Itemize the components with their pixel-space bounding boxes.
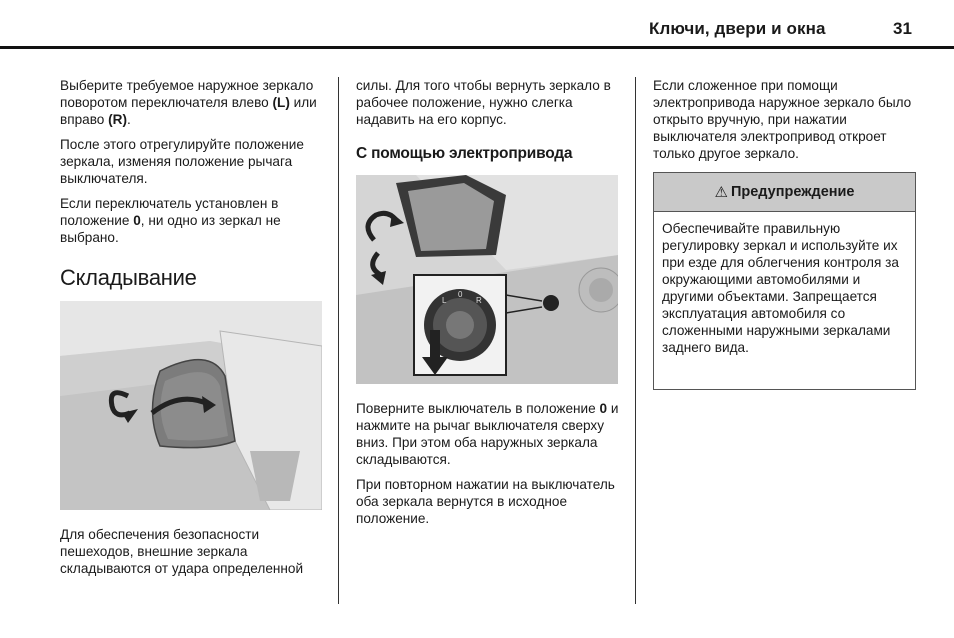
section-title-folding: Складывание	[60, 265, 197, 290]
switch-label-l: L	[442, 296, 447, 305]
switch-label-zero: 0	[458, 290, 463, 299]
warning-header	[654, 173, 915, 212]
page-header-title: Ключи, двери и окна	[649, 19, 826, 38]
switch-label-r: R	[476, 296, 482, 305]
paragraph-zero-position: Если переключатель установлен в положение 0, ни одно из зеркал не выбрано.	[60, 196, 281, 245]
warning-title: Предупреждение	[730, 184, 855, 200]
column-2	[356, 77, 621, 136]
figure-mirror-folding	[60, 301, 322, 510]
subsection-title-electric: С помощью электропривода	[356, 145, 573, 162]
column-divider-2	[635, 77, 636, 604]
page-number: 31	[893, 19, 912, 38]
paragraph-unfold-instructions: При повторном нажатии на выключатель оба зеркала вернутся в исходное положение.	[356, 477, 615, 526]
warning-triangle-icon: ⚠	[714, 184, 728, 201]
paragraph-pedestrian-safety: Для обеспечения безопасности пешеходов, внешние зеркала складываются от удара определенной	[60, 527, 304, 576]
paragraph-fold-instructions: Поверните выключатель в положение 0 и нажмите на рычаг выключателя сверху вниз. При этом оба наружных зеркала складываются.	[356, 401, 619, 467]
column-2-bottom	[356, 400, 621, 535]
column-1	[60, 77, 330, 254]
paragraph-select-mirror: Выберите требуемое наружное зеркало поворотом переключателя влево (L) или вправо (R).	[60, 78, 317, 127]
paragraph-adjust-mirror: После этого отрегулируйте положение зеркала, изменяя положение рычага выключателя.	[60, 137, 304, 186]
column-3	[653, 77, 915, 170]
warning-text: Обеспечивайте правильную регулировку зеркал и используйте их при езде для облегчения контроля за окружающими автомобилями и другими объектами. Запрещается эксплуатация автомобиля со сложенными наружными зеркалами заднего вида.	[662, 221, 899, 355]
header-divider	[0, 46, 954, 49]
figure-mirror-switch	[356, 175, 618, 384]
paragraph-manual-open: Если сложенное при помощи электропривода наружное зеркало было открыто вручную, при нажатии выключателя электропривод откроет только другое зеркало.	[653, 78, 912, 161]
warning-box	[653, 172, 916, 390]
column-divider-1	[338, 77, 339, 604]
paragraph-return-mirror: силы. Для того чтобы вернуть зеркало в рабочее положение, нужно слегка надавить на его корпус.	[356, 78, 611, 127]
